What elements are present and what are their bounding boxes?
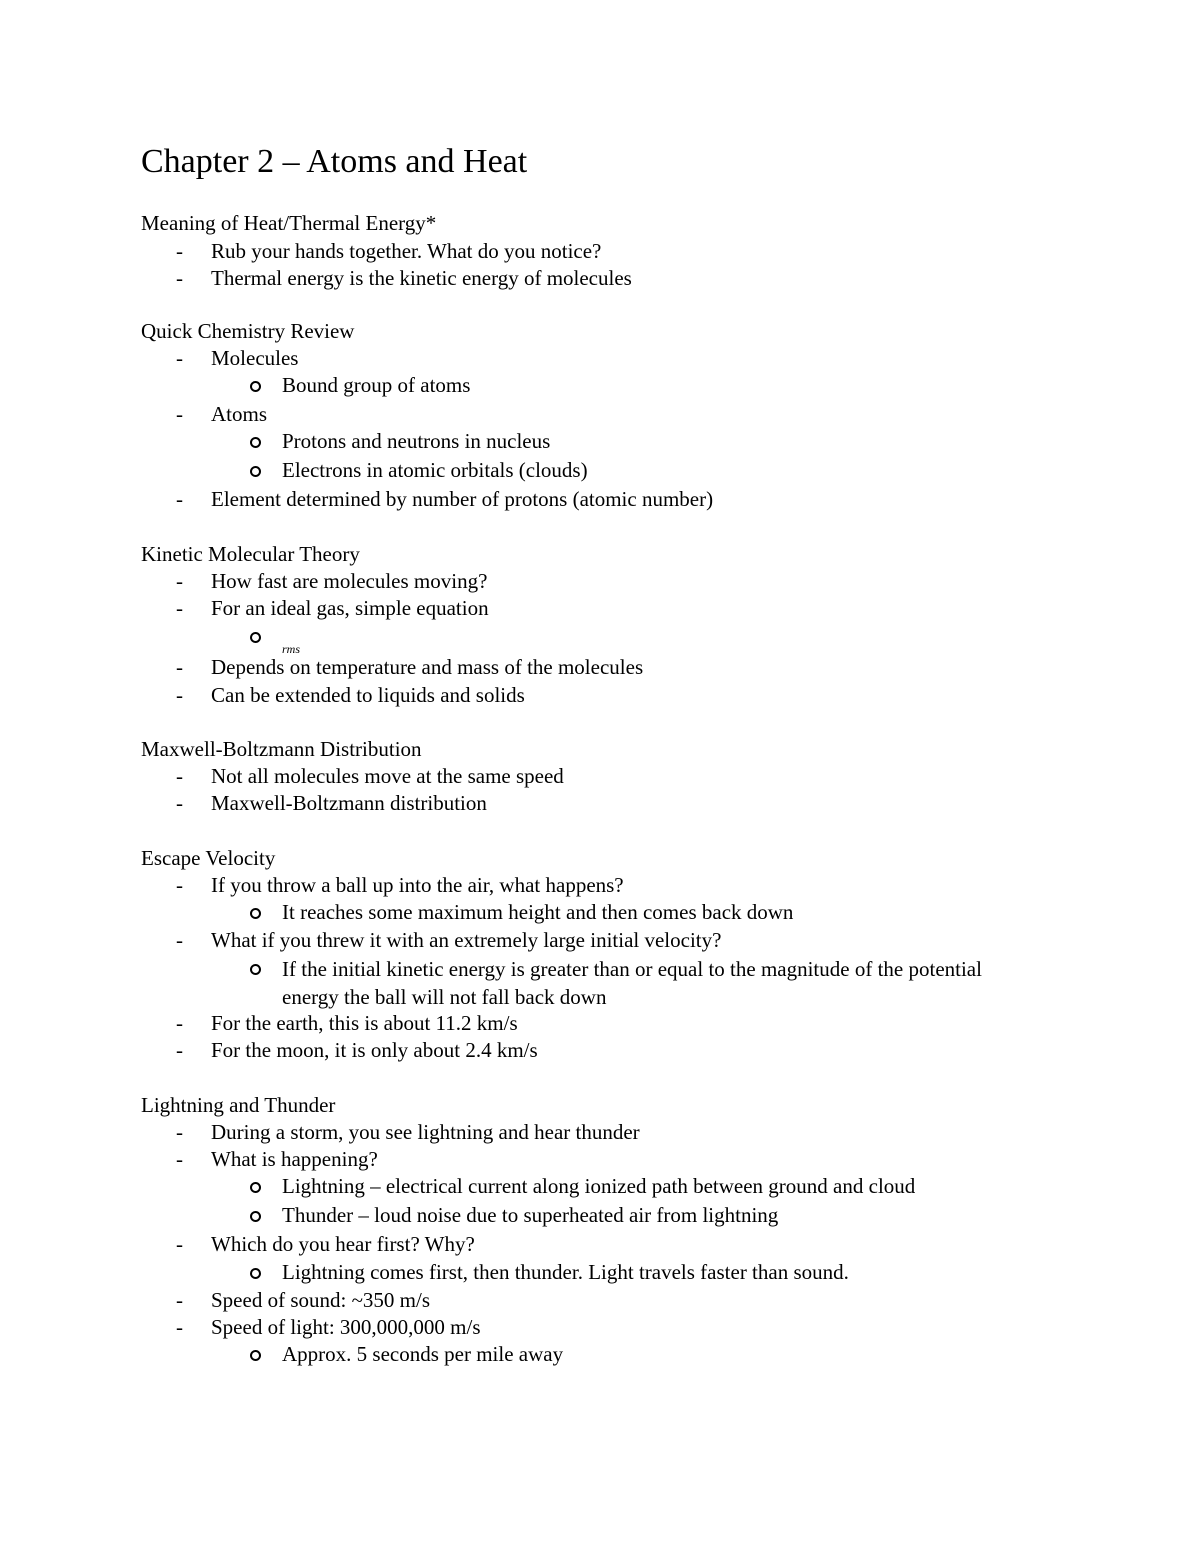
dash-marker: - [176,1038,183,1062]
sub-list-item-text: If the initial kinetic energy is greater than or equal to the magnitude of the potential energy the ball will not fall back down [282,957,982,1009]
list-item-text: Thermal energy is the kinetic energy of molecules [211,266,632,290]
list-item-text: What is happening? [211,1147,378,1171]
dash-marker: - [176,1147,183,1171]
sub-list-item-text: Electrons in atomic orbitals (clouds) [282,458,588,482]
dash-marker: - [176,1232,183,1256]
list-item-text: How fast are molecules moving? [211,569,488,593]
circle-bullet-icon [250,908,261,919]
dash-marker: - [176,239,183,263]
list-item-text: Speed of light: 300,000,000 m/s [211,1315,481,1339]
section-heading-escape-velocity: Escape Velocity [141,846,276,870]
section-heading-chemistry: Quick Chemistry Review [141,319,355,343]
sub-list-item-text: Thunder – loud noise due to superheated air from lightning [282,1203,779,1227]
list-item-text: If you throw a ball up into the air, what happens? [211,873,624,897]
sub-list-item-text: It reaches some maximum height and then comes back down [282,900,794,924]
dash-marker: - [176,655,183,679]
list-item-text: Speed of sound: ~350 m/s [211,1288,431,1312]
section-heading-kmt: Kinetic Molecular Theory [141,542,360,566]
circle-bullet-icon [250,381,261,392]
circle-bullet-icon [250,1268,261,1279]
section-heading-lightning-thunder: Lightning and Thunder [141,1093,336,1117]
section-heading-heat: Meaning of Heat/Thermal Energy* [141,211,437,235]
dash-marker: - [176,764,183,788]
sub-list-item-text: Protons and neutrons in nucleus [282,429,551,453]
dash-marker: - [176,791,183,815]
sub-list-item-text: Lightning comes first, then thunder. Light travels faster than sound. [282,1260,849,1284]
dash-marker: - [176,1120,183,1144]
list-item-text: For the earth, this is about 11.2 km/s [211,1011,518,1035]
sub-list-item-text: Bound group of atoms [282,373,471,397]
list-item-text: Not all molecules move at the same speed [211,764,564,788]
dash-marker: - [176,873,183,897]
circle-bullet-icon [250,466,261,477]
dash-marker: - [176,266,183,290]
list-item-text: For the moon, it is only about 2.4 km/s [211,1038,538,1062]
list-item-text: Which do you hear first? Why? [211,1232,475,1256]
list-item-text: Rub your hands together. What do you notice? [211,239,602,263]
equation-subscript: rms [282,642,301,656]
dash-marker: - [176,928,183,952]
list-item-text: What if you threw it with an extremely large initial velocity? [211,928,722,952]
circle-bullet-icon [250,1182,261,1193]
circle-bullet-icon [250,437,261,448]
sub-list-item-text: Lightning – electrical current along ionized path between ground and cloud [282,1174,916,1198]
list-item-text: Atoms [211,402,268,426]
dash-marker: - [176,1011,183,1035]
circle-bullet-icon [250,964,261,975]
list-item-text: For an ideal gas, simple equation [211,596,489,620]
list-item-text: Molecules [211,346,299,370]
sub-list-item-text: Approx. 5 seconds per mile away [282,1342,564,1366]
dash-marker: - [176,1288,183,1312]
list-item-text: Maxwell-Boltzmann distribution [211,791,487,815]
list-item-text: Element determined by number of protons (atomic number) [211,487,714,511]
section-heading-maxwell-boltzmann: Maxwell-Boltzmann Distribution [141,737,422,761]
list-item-text: During a storm, you see lightning and hear thunder [211,1120,640,1144]
dash-marker: - [176,683,183,707]
circle-bullet-icon [250,632,261,643]
list-item-text: Can be extended to liquids and solids [211,683,525,707]
page-title: Chapter 2 – Atoms and Heat [141,143,528,180]
dash-marker: - [176,402,183,426]
dash-marker: - [176,1315,183,1339]
dash-marker: - [176,487,183,511]
circle-bullet-icon [250,1350,261,1361]
dash-marker: - [176,596,183,620]
list-item-text: Depends on temperature and mass of the molecules [211,655,644,679]
dash-marker: - [176,569,183,593]
dash-marker: - [176,346,183,370]
circle-bullet-icon [250,1211,261,1222]
